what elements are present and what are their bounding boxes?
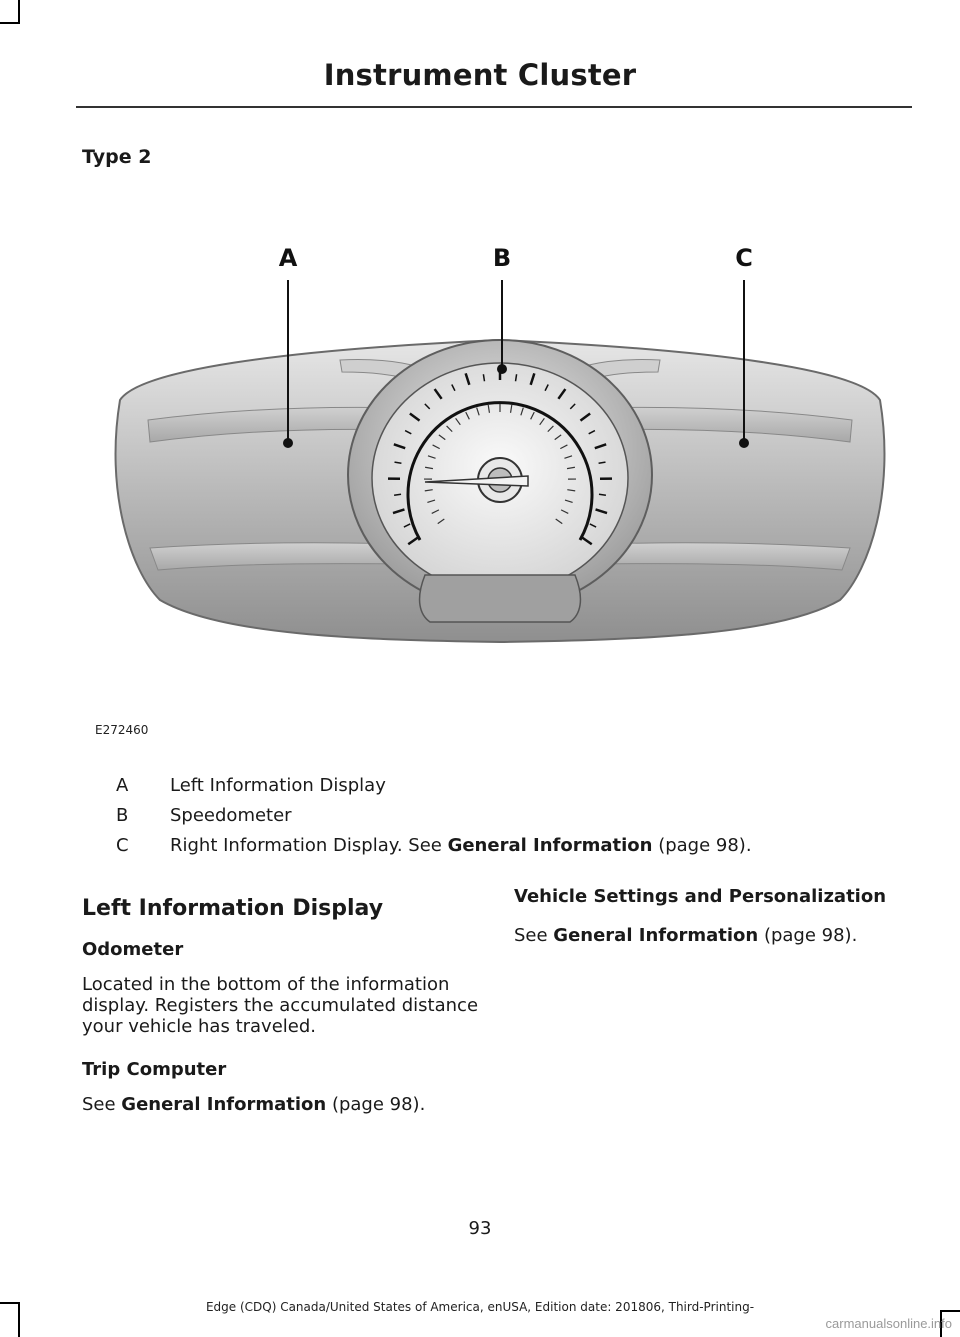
trip-computer-heading: Trip Computer	[82, 1059, 227, 1080]
legend-row	[116, 775, 876, 805]
page-reference: (page 98).	[758, 925, 858, 946]
vehicle-settings-text	[514, 925, 914, 946]
page-title: Instrument Cluster	[323, 58, 637, 92]
callout-legend	[116, 775, 876, 865]
instrument-cluster-figure	[80, 230, 920, 750]
outer-tick	[394, 494, 401, 495]
legend-text: Right Information Display. See	[170, 835, 448, 856]
vehicle-settings-heading: Vehicle Settings and Personalization	[514, 886, 887, 907]
right-column	[514, 886, 914, 968]
outer-tick	[599, 494, 606, 495]
figure-id: E272460	[95, 723, 149, 737]
legend-key: A	[116, 775, 129, 796]
callout-c-dot	[739, 438, 749, 448]
page-reference: (page 98).	[652, 835, 752, 856]
callout-b-label: B	[492, 244, 512, 272]
instrument-cluster-illustration	[80, 230, 920, 720]
page-number: 93	[468, 1218, 492, 1239]
legend-text-group	[170, 835, 752, 857]
legend-row	[116, 805, 876, 835]
callout-a-dot	[283, 438, 293, 448]
watermark: carmanualsonline.info	[825, 1316, 952, 1331]
callout-c-label: C	[735, 244, 753, 272]
callout-a-label: A	[278, 244, 298, 272]
type-heading: Type 2	[82, 146, 152, 168]
header-rule	[76, 106, 912, 108]
legend-key: C	[116, 835, 129, 856]
odometer-heading: Odometer	[82, 939, 184, 960]
see-prefix: See	[514, 925, 554, 946]
section-title: Left Information Display	[82, 896, 384, 921]
page-reference: (page 98).	[326, 1094, 426, 1115]
legend-text: Left Information Display	[170, 775, 386, 796]
legend-text: Speedometer	[170, 805, 292, 826]
general-information-link[interactable]: General Information	[553, 925, 759, 946]
left-column	[82, 896, 482, 1137]
trip-computer-text	[82, 1094, 482, 1115]
see-prefix: See	[82, 1094, 122, 1115]
edition-footer: Edge (CDQ) Canada/United States of America, enUSA, Edition date: 201806, Third-Printing-	[205, 1300, 755, 1314]
crop-mark	[18, 0, 20, 24]
general-information-link[interactable]: General Information	[121, 1094, 327, 1115]
odometer-text: Located in the bottom of the information display. Registers the accumulated distance your vehicle has traveled.	[82, 974, 479, 1037]
callout-b-dot	[497, 364, 507, 374]
general-information-link[interactable]: General Information	[447, 835, 653, 856]
legend-row	[116, 835, 876, 865]
lower-display-window	[420, 575, 581, 622]
legend-key: B	[116, 805, 129, 826]
crop-mark	[0, 22, 20, 24]
